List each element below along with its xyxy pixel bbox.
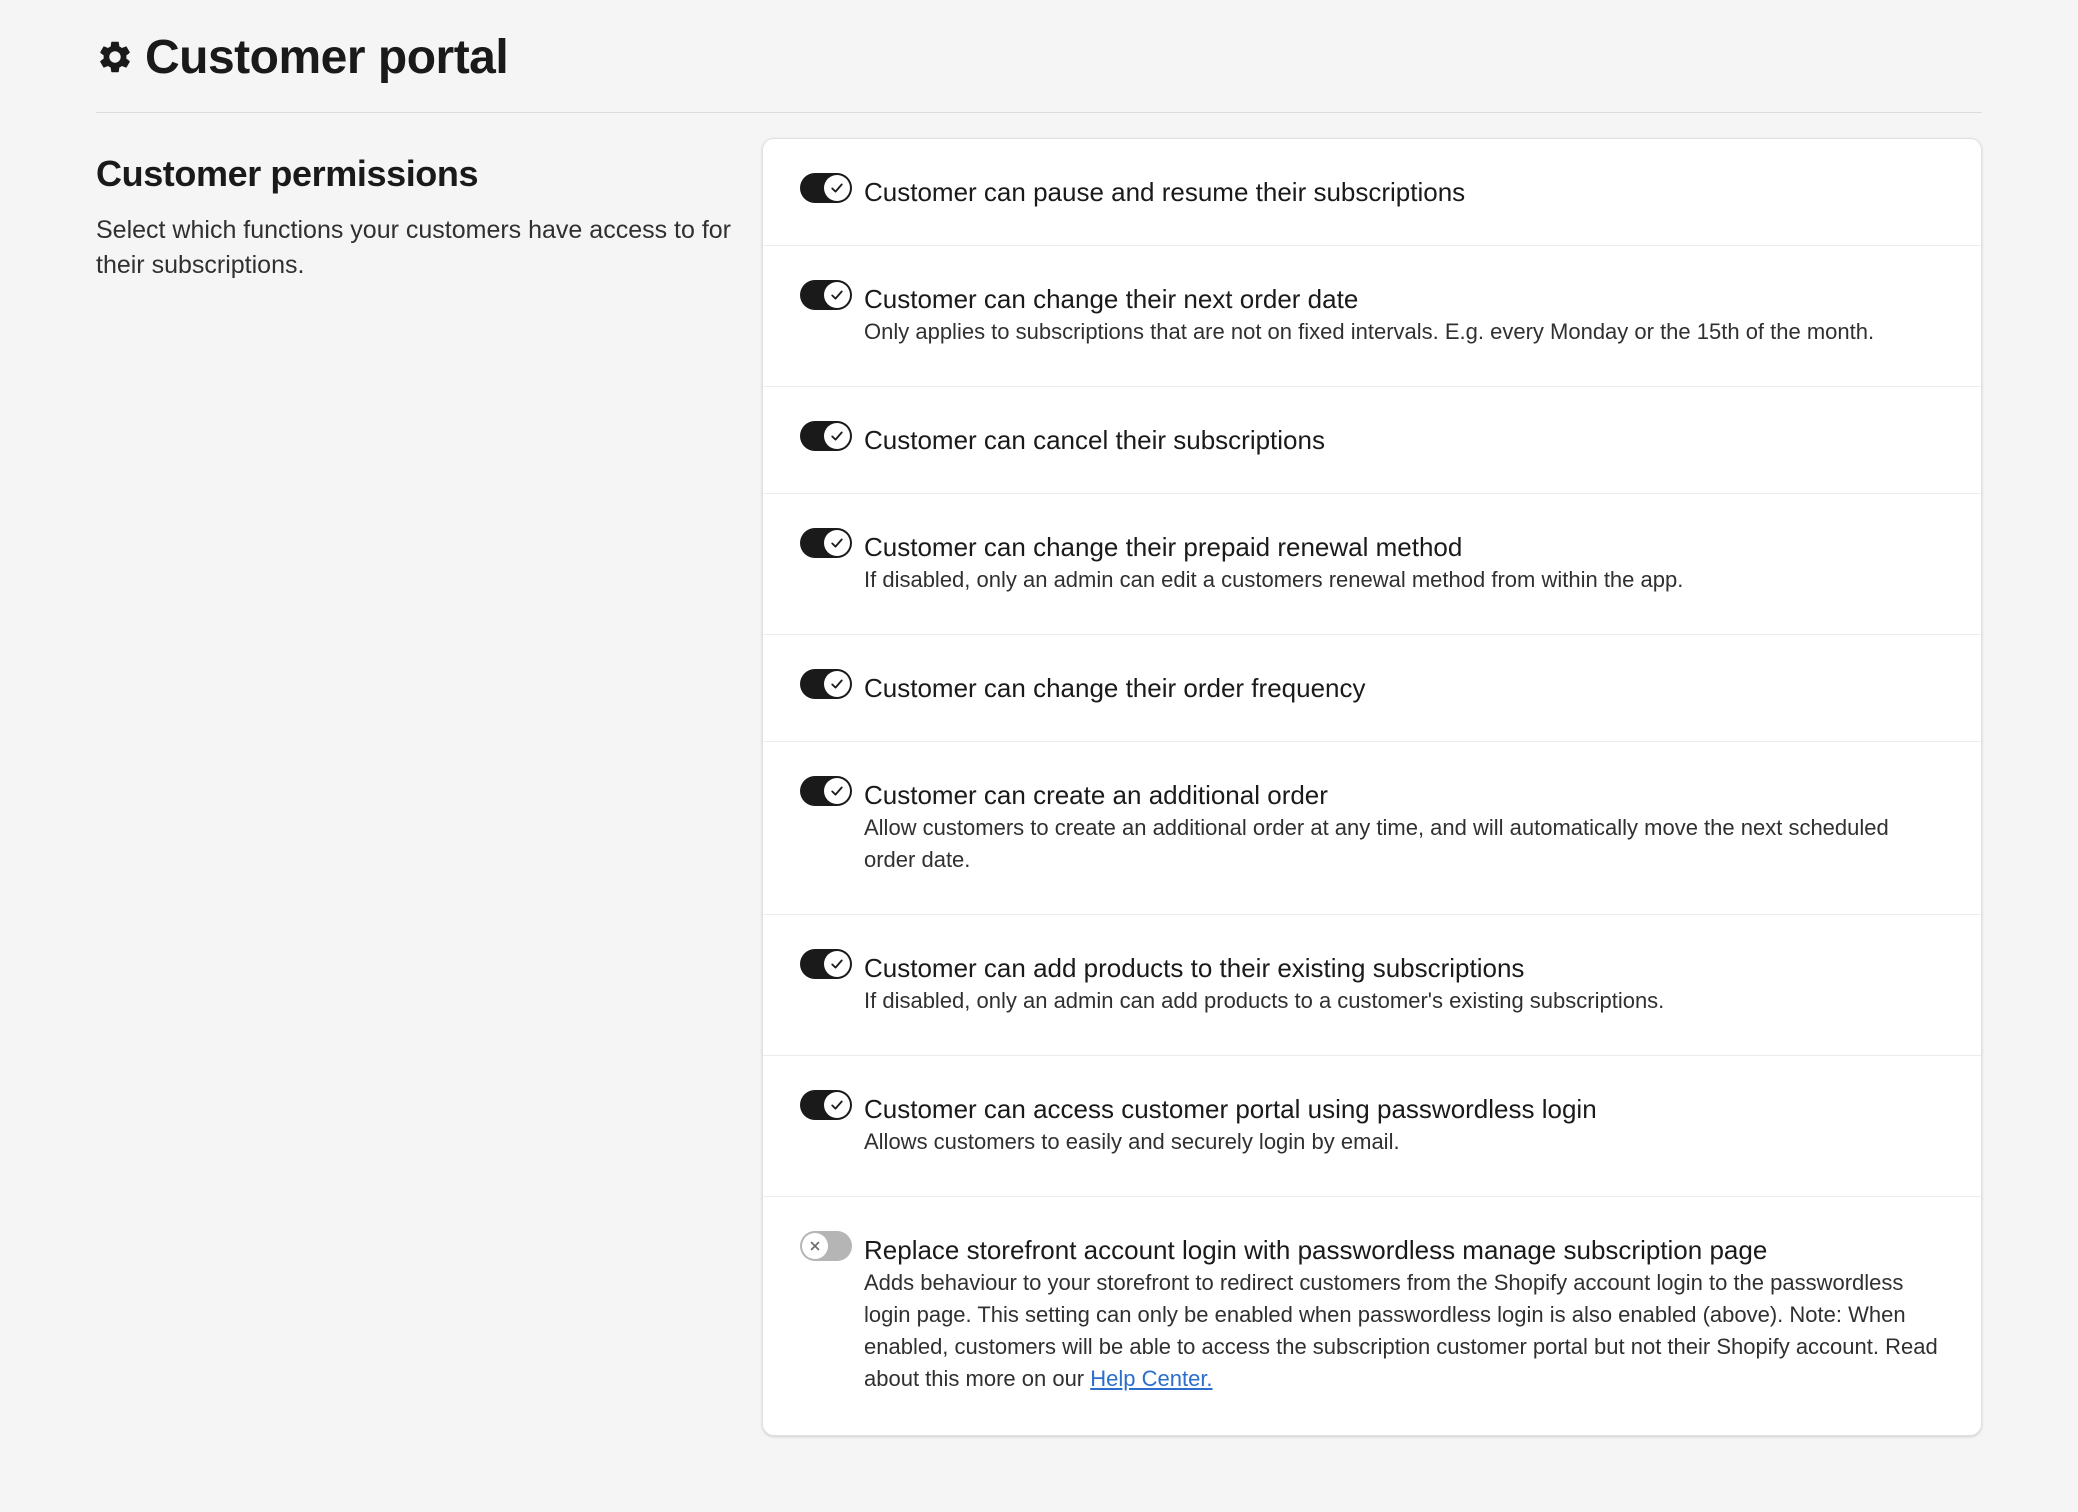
permission-toggle[interactable] [800,1090,852,1120]
permission-text [864,532,1941,596]
settings-content [96,113,1982,1436]
permission-toggle[interactable] [800,949,852,979]
permission-row [763,742,1981,915]
checkmark-icon [824,671,850,697]
permission-toggle[interactable] [800,280,852,310]
permission-toggle[interactable] [800,528,852,558]
permission-text [864,780,1941,876]
permission-row [763,1056,1981,1197]
permission-description-text: If disabled, only an admin can add products to a customer's existing subscriptions. [864,988,1665,1013]
permission-row [763,1197,1981,1435]
checkmark-icon [824,951,850,977]
section-description: Select which functions your customers have access to for their subscriptions. [96,216,732,279]
permission-toggle[interactable] [800,421,852,451]
permission-text [864,1094,1941,1158]
checkmark-icon [824,282,850,308]
permission-title: Customer can change their next order date [864,284,1359,314]
permission-description [864,1126,1941,1158]
permission-text [864,1235,1941,1395]
permission-description [864,316,1941,348]
permission-description [864,1267,1941,1395]
permission-title: Customer can create an additional order [864,780,1328,810]
permission-description [864,985,1941,1017]
checkmark-icon [824,778,850,804]
permission-row [763,246,1981,387]
permission-text [864,284,1941,348]
permission-row [763,494,1981,635]
checkmark-icon [824,530,850,556]
page-title: Customer portal [145,30,509,84]
gear-icon [96,38,134,76]
permission-text [864,177,1941,207]
section-title: Customer permissions [96,153,479,194]
permission-title: Customer can access customer portal using passwordless login [864,1094,1597,1124]
permission-title: Customer can change their prepaid renewal method [864,532,1463,562]
checkmark-icon [824,423,850,449]
checkmark-icon [824,175,850,201]
permission-description-text: Allow customers to create an additional order at any time, and will automatically move the next scheduled order date. [864,815,1889,872]
permission-toggle[interactable] [800,1231,852,1261]
help-center-link[interactable]: Help Center. [1090,1366,1213,1391]
permission-title: Customer can cancel their subscriptions [864,425,1325,455]
permission-description-text: Allows customers to easily and securely login by email. [864,1129,1400,1154]
section-intro [96,138,762,1436]
page-header [96,0,1982,113]
permissions-card [762,138,1982,1436]
permission-text [864,673,1941,703]
permission-description-text: Only applies to subscriptions that are not on fixed intervals. E.g. every Monday or the 15th of the month. [864,319,1875,344]
permission-text [864,953,1941,1017]
checkmark-icon [824,1092,850,1118]
permission-title: Customer can pause and resume their subscriptions [864,177,1466,207]
permission-toggle[interactable] [800,669,852,699]
permission-description-text: If disabled, only an admin can edit a customers renewal method from within the app. [864,567,1684,592]
permission-row [763,387,1981,494]
permission-description-text: Adds behaviour to your storefront to redirect customers from the Shopify account login to the passwordless login page. This setting can only be enabled when passwordless login is also enabled (above). Note: When enabled, customers will be able to access the subscription customer portal but not their Shopify account. Read about this more on our [864,1270,1938,1391]
permission-title: Replace storefront account login with passwordless manage subscription page [864,1235,1768,1265]
permission-row [763,915,1981,1056]
permission-title: Customer can add products to their existing subscriptions [864,953,1525,983]
x-icon [802,1233,828,1259]
permission-row [763,635,1981,742]
permission-description [864,564,1941,596]
permission-title: Customer can change their order frequency [864,673,1366,703]
permission-text [864,425,1941,455]
permission-row [763,139,1981,246]
permission-description [864,812,1941,876]
permission-toggle[interactable] [800,776,852,806]
permission-toggle[interactable] [800,173,852,203]
